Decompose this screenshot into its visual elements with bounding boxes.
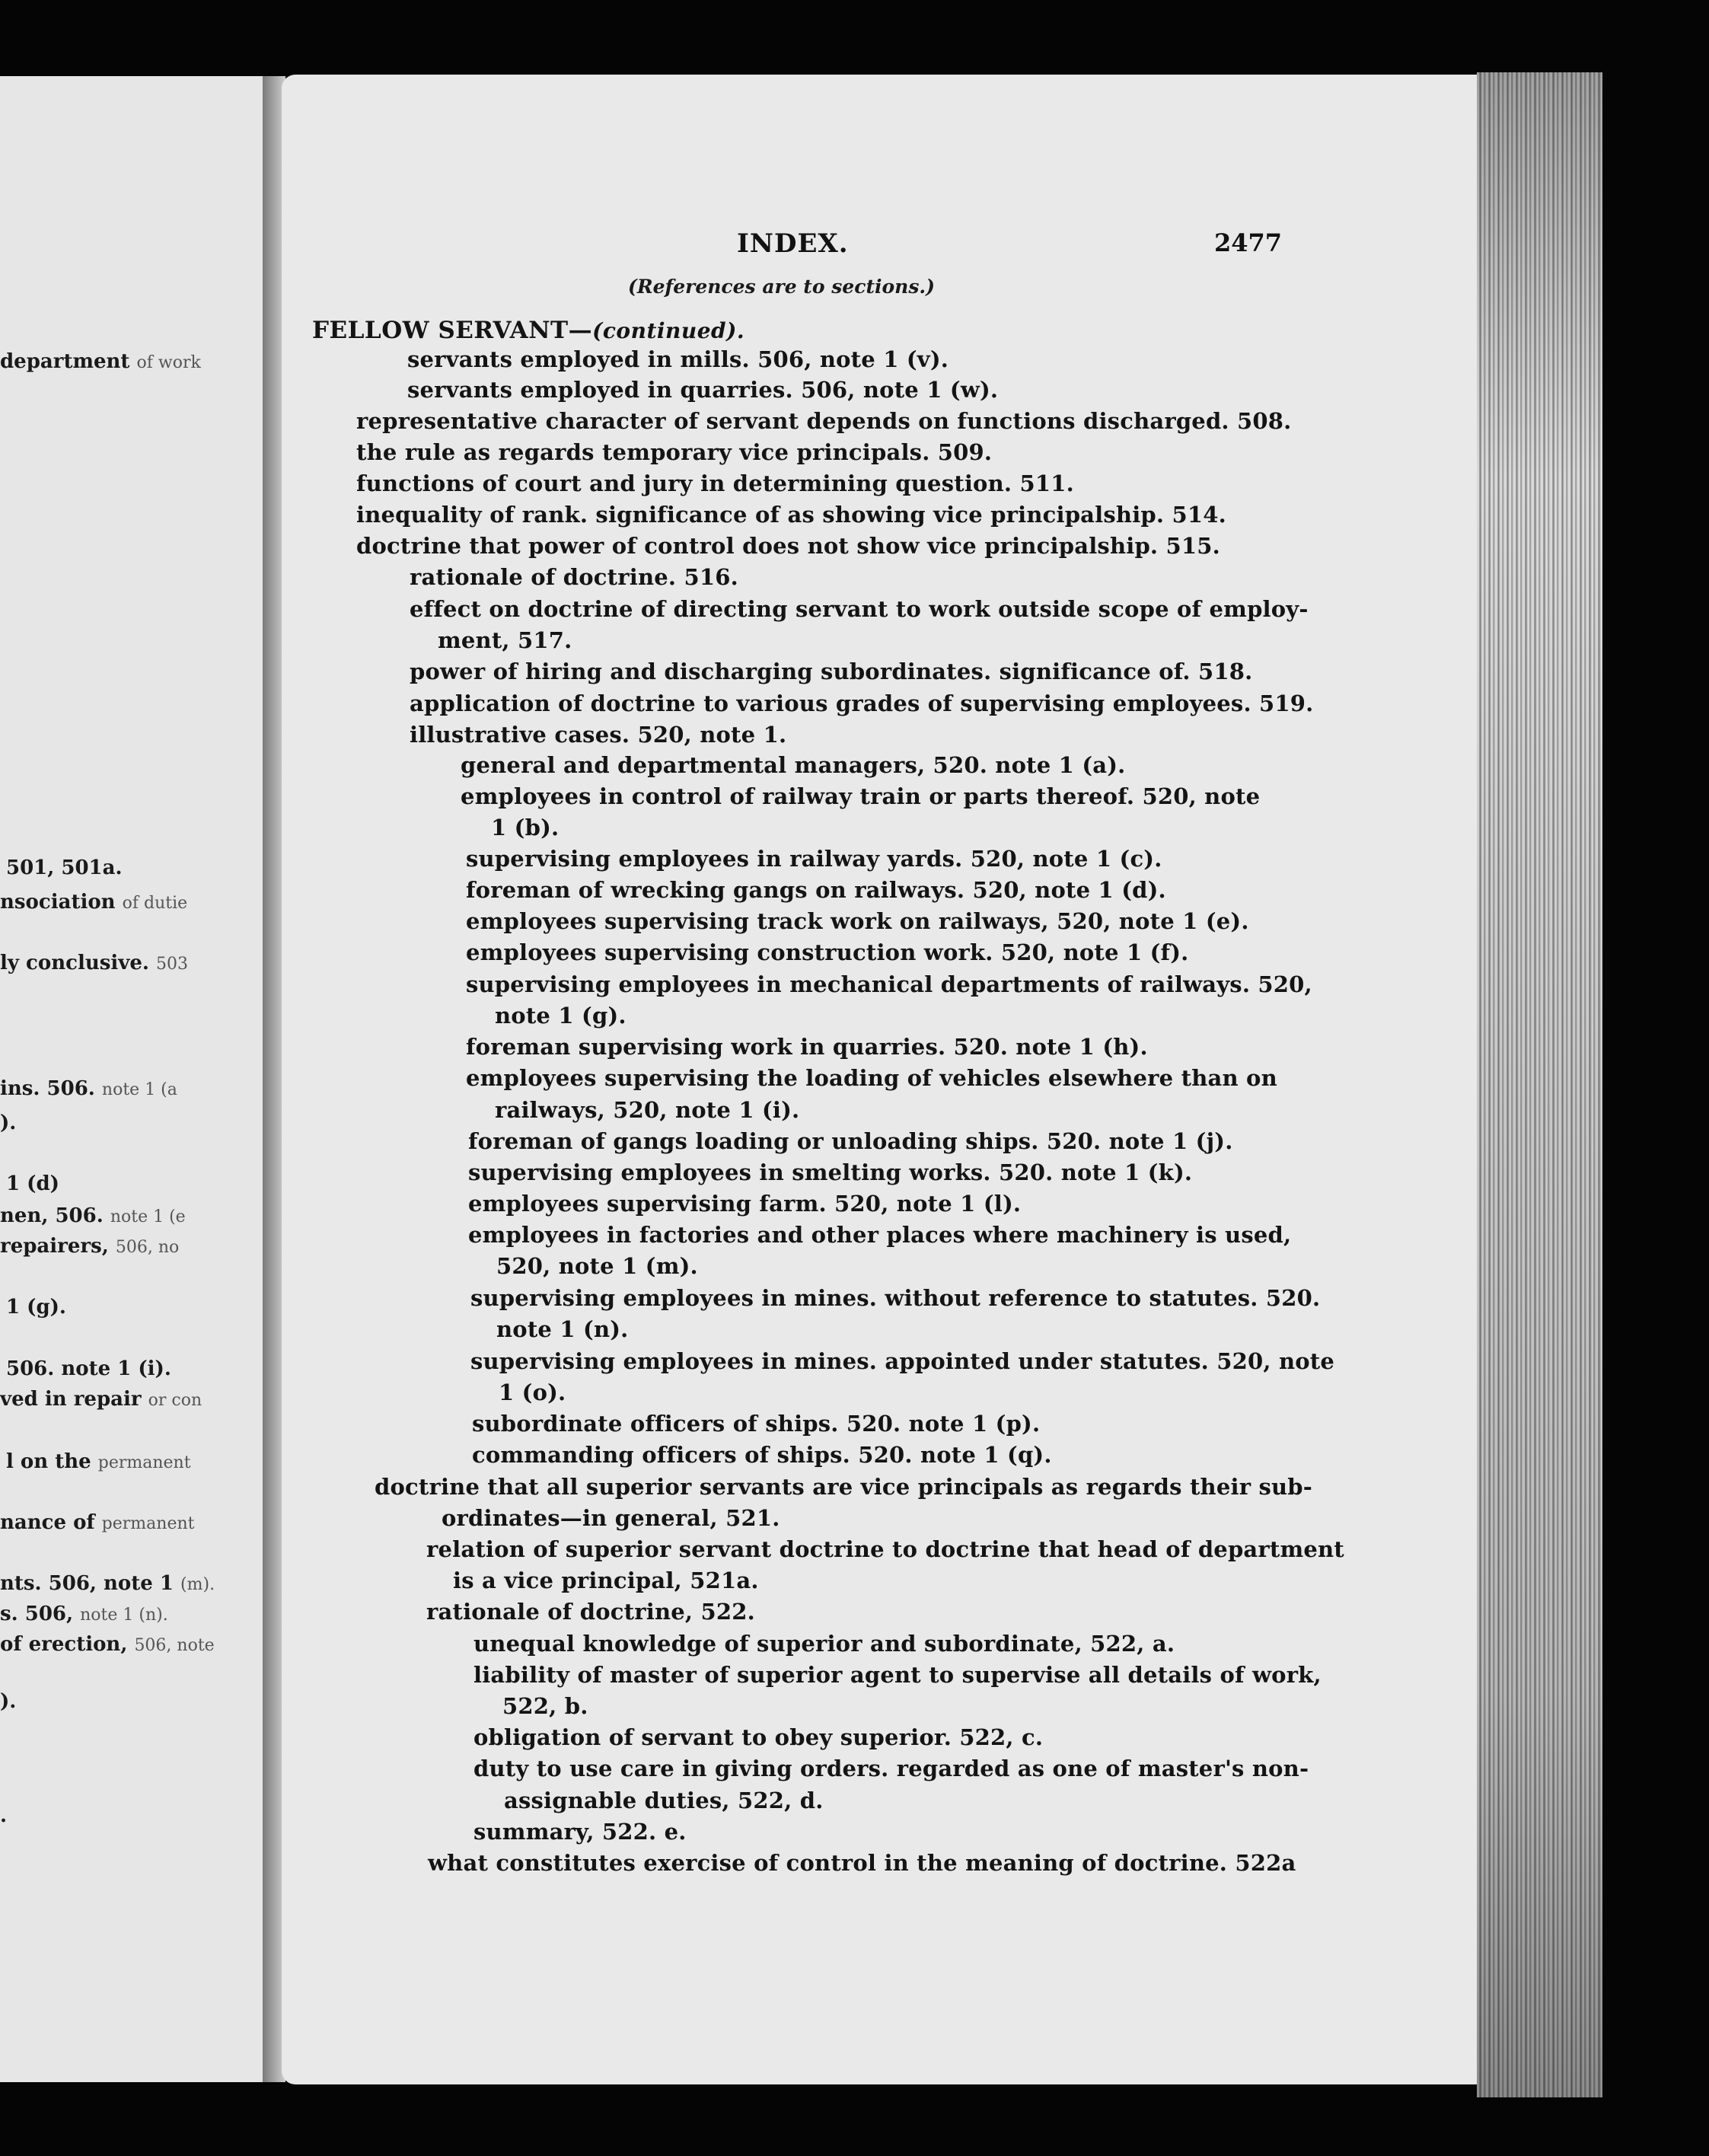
index-entry: doctrine that power of control does not show vice principalship. 515. [356, 533, 1220, 559]
left-line: ved in repair or con [0, 1388, 202, 1411]
index-entry: what constitutes exercise of control in the meaning of doctrine. 522a [428, 1850, 1296, 1876]
index-entry: employees supervising the loading of vehicles elsewhere than on [466, 1065, 1277, 1091]
left-line: s. 506, note 1 (n). [0, 1603, 168, 1625]
left-line: 501, 501a. [6, 856, 123, 879]
index-entry: supervising employees in smelting works. 520. note 1 (k). [468, 1159, 1193, 1185]
left-line: ). [0, 1111, 17, 1134]
index-entry: functions of court and jury in determining question. 511. [356, 470, 1074, 496]
index-entry: application of doctrine to various grades of supervising employees. 519. [410, 690, 1314, 716]
left-line: ins. 506. note 1 (a [0, 1077, 177, 1100]
index-entry: obligation of servant to obey superior. 522, c. [473, 1724, 1044, 1750]
index-entry: foreman supervising work in quarries. 520. note 1 (h). [466, 1034, 1148, 1060]
index-entry: liability of master of superior agent to supervise all details of work, [473, 1662, 1322, 1688]
index-entry: employees supervising track work on railways, 520, note 1 (e). [466, 908, 1249, 934]
index-entry: rationale of doctrine. 516. [410, 564, 738, 590]
left-line: 1 (d) [6, 1172, 59, 1195]
book-fore-edge-shade [1477, 72, 1602, 2097]
left-line: nts. 506, note 1 (m). [0, 1572, 215, 1595]
index-entry: supervising employees in mines. without reference to statutes. 520. [470, 1285, 1321, 1311]
index-entry: employees in factories and other places where machinery is used, [468, 1222, 1292, 1248]
index-entry: employees supervising construction work. 520, note 1 (f). [466, 939, 1189, 965]
left-line: ly conclusive. 503 [0, 952, 189, 974]
left-line: l on the permanent [6, 1450, 191, 1473]
left-line: . [0, 1804, 8, 1827]
index-entry: ordinates—in general, 521. [442, 1505, 780, 1531]
index-entry: is a vice principal, 521a. [453, 1568, 759, 1593]
index-entry: foreman of gangs loading or unloading ships. 520. note 1 (j). [468, 1128, 1233, 1154]
index-entry: employees supervising farm. 520, note 1 (l). [468, 1191, 1022, 1217]
index-entry: subordinate officers of ships. 520. note 1 (p). [472, 1411, 1041, 1437]
index-entry: servants employed in quarries. 506, note 1 (w). [407, 377, 999, 403]
left-line: nen, 506. note 1 (e [0, 1204, 186, 1227]
index-entry: note 1 (g). [495, 1003, 627, 1029]
index-entry: foreman of wrecking gangs on railways. 520, note 1 (d). [466, 877, 1166, 903]
index-entry: 520, note 1 (m). [496, 1253, 698, 1279]
index-entry: railways, 520, note 1 (i). [495, 1097, 800, 1123]
index-entry: assignable duties, 522, d. [504, 1788, 824, 1813]
previous-page-fragment [0, 76, 264, 2082]
index-entry: commanding officers of ships. 520. note 1 (q). [472, 1442, 1052, 1468]
left-line: 506. note 1 (i). [6, 1357, 171, 1380]
index-entry: summary, 522. e. [473, 1819, 687, 1845]
index-entry: effect on doctrine of directing servant to work outside scope of employ- [410, 596, 1309, 622]
left-line: 1 (g). [6, 1296, 66, 1319]
index-entry: unequal knowledge of superior and subordinate, 522, a. [473, 1631, 1175, 1657]
index-entry: supervising employees in railway yards. 520, note 1 (c). [466, 846, 1162, 872]
running-title: INDEX. [737, 228, 849, 259]
left-line: department of work [0, 350, 201, 373]
references-note: (References are to sections.) [628, 276, 935, 298]
index-entry: supervising employees in mechanical departments of railways. 520, [466, 971, 1312, 997]
page-number: 2477 [1214, 228, 1283, 257]
index-entry: employees in control of railway train or parts thereof. 520, note [461, 783, 1261, 809]
left-line: ). [0, 1690, 17, 1713]
index-entry: the rule as regards temporary vice principals. 509. [356, 439, 993, 465]
index-entry: duty to use care in giving orders. regarded as one of master's non- [473, 1756, 1309, 1781]
index-entry: 1 (b). [491, 815, 560, 840]
index-entry: representative character of servant depends on functions discharged. 508. [356, 408, 1292, 434]
index-entry: doctrine that all superior servants are vice principals as regards their sub- [375, 1474, 1312, 1500]
index-entry: relation of superior servant doctrine to doctrine that head of department [426, 1536, 1344, 1562]
index-entry: rationale of doctrine, 522. [426, 1599, 755, 1625]
index-entry: 522, b. [502, 1693, 588, 1719]
left-line: repairers, 506, no [0, 1235, 180, 1258]
index-entry: power of hiring and discharging subordinates. significance of. 518. [410, 659, 1253, 684]
index-entry: general and departmental managers, 520. note 1 (a). [461, 752, 1126, 778]
index-entry: note 1 (n). [496, 1316, 629, 1342]
left-line: nsociation of dutie [0, 891, 188, 914]
index-heading: FELLOW SERVANT—(continued). [312, 317, 745, 344]
index-entry: servants employed in mills. 506, note 1 (v). [407, 346, 949, 372]
index-entry: inequality of rank. significance of as showing vice principalship. 514. [356, 502, 1226, 528]
index-entry: illustrative cases. 520, note 1. [410, 722, 787, 748]
index-entry: 1 (o). [499, 1379, 566, 1405]
index-entry: supervising employees in mines. appointed under statutes. 520, note [470, 1348, 1335, 1374]
index-entry: ment, 517. [438, 627, 572, 653]
left-line: nance of permanent [0, 1511, 195, 1534]
left-line: of erection, 506, note [0, 1633, 215, 1656]
